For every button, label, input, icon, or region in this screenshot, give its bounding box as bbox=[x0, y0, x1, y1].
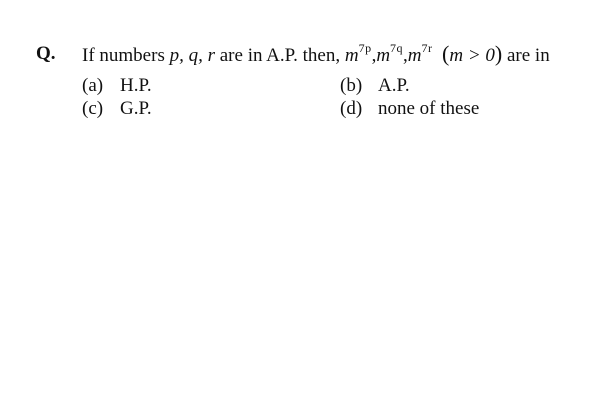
option-b-text: A.P. bbox=[378, 75, 410, 96]
exponent-1: 7p bbox=[358, 40, 372, 55]
base-m-2: m bbox=[376, 45, 391, 66]
variable-p: p, bbox=[169, 45, 184, 66]
option-c[interactable] bbox=[82, 97, 152, 121]
option-b[interactable] bbox=[340, 74, 410, 98]
condition-text: m > 0 bbox=[449, 45, 495, 66]
comma-2: , bbox=[403, 45, 408, 66]
exponent-3: 7r bbox=[421, 40, 433, 55]
option-a-tag: (a) bbox=[82, 75, 104, 96]
option-c-tag: (c) bbox=[82, 98, 104, 119]
option-b-tag: (b) bbox=[340, 75, 363, 96]
option-d[interactable] bbox=[340, 97, 479, 121]
power-expression bbox=[344, 40, 437, 66]
stem-prefix: If numbers bbox=[82, 45, 165, 66]
option-c-text: G.P. bbox=[120, 98, 152, 119]
option-d-text: none of these bbox=[378, 98, 480, 119]
question-number: Q. bbox=[36, 43, 56, 64]
stem-mid: are in A.P. then, bbox=[219, 45, 341, 66]
variable-r: r bbox=[207, 45, 215, 66]
base-m-3: m bbox=[407, 45, 422, 66]
option-a-text: H.P. bbox=[120, 75, 152, 96]
question-stem bbox=[82, 42, 550, 68]
base-m-1: m bbox=[344, 45, 359, 66]
option-d-tag: (d) bbox=[340, 98, 363, 119]
comma-1: , bbox=[371, 45, 377, 66]
option-a[interactable] bbox=[82, 74, 152, 98]
variable-q: q, bbox=[188, 45, 203, 66]
exponent-2: 7q bbox=[390, 40, 404, 55]
stem-suffix: are in bbox=[506, 45, 550, 66]
condition: (m > 0) bbox=[442, 41, 503, 66]
